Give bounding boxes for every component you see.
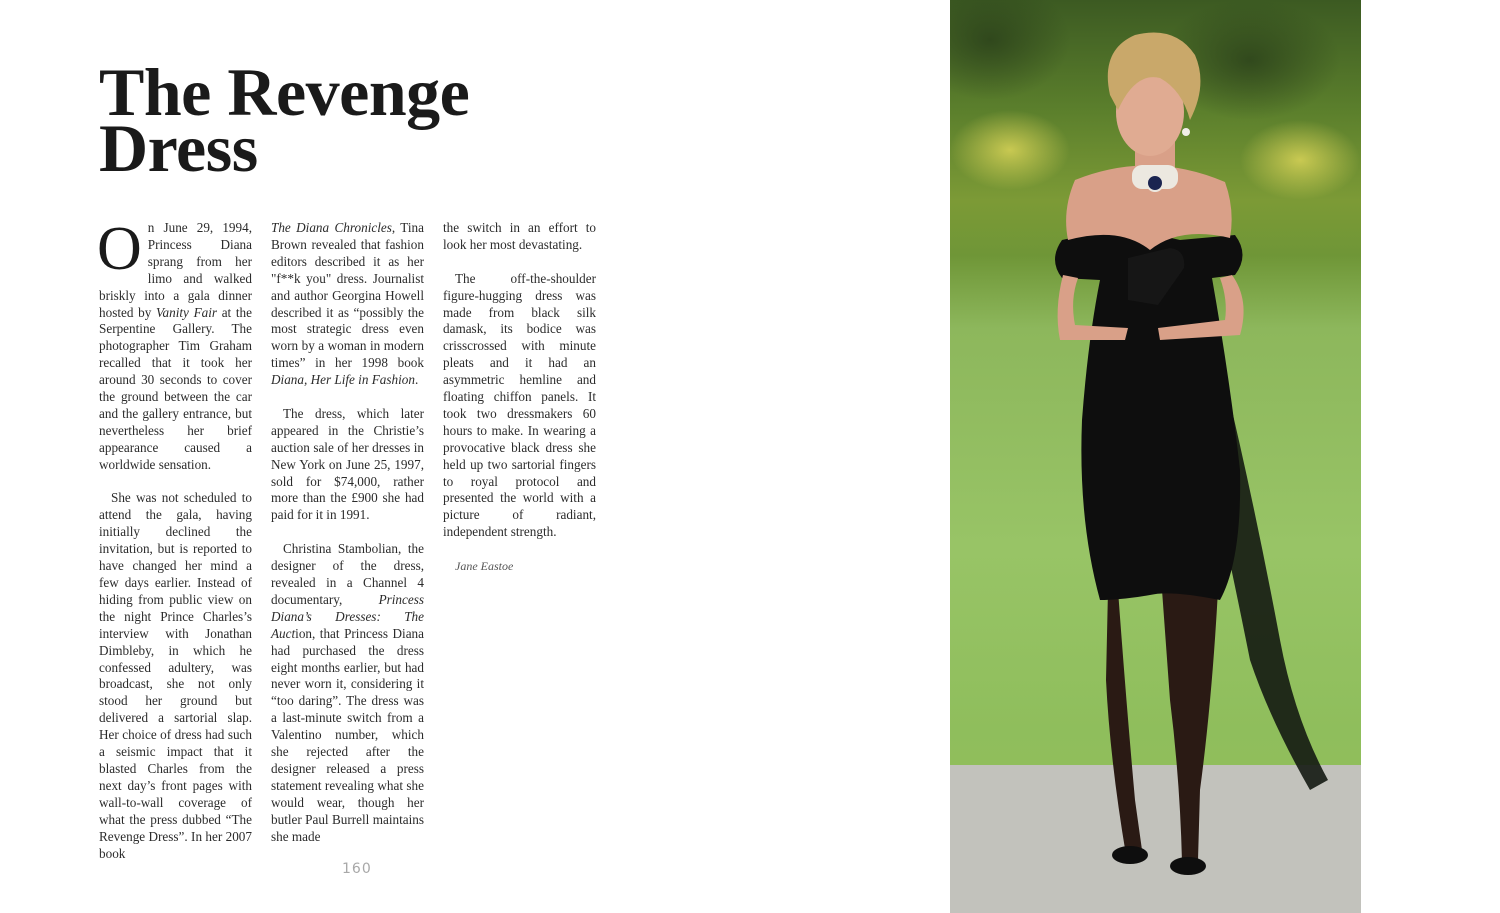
title-line-1: The Revenge [99,54,470,130]
paragraph: On June 29, 1994, Princess Diana sprang from her limo and walked briskly into a gala dinner hosted by Vanity Fair at the Serpentine Gallery. The photographer Tim Graham recalled that it took her around 30 seconds to cover the ground between the car and the gallery entrance, but nevertheless her brief appearance caused a worldwide sensation. [97,215,252,472]
article-title [99,54,470,186]
paragraph: The off-the-shoulder figure-hugging dress was made from black silk damask, its bodice was crisscrossed with minute pleats and it had an asymmetric hemline and floating chiffon panels. It took two dressmakers 60 hours to make. In wearing a provocative black dress she held up two sartorial fingers to royal protocol and presented the world with a picture of radiant, independent strength. [443,270,596,540]
title-line-2: Dress [99,110,258,186]
author-byline: Jane Eastoe [455,559,514,574]
text-column-3 [443,220,596,592]
photo-illustration [950,0,1361,913]
book-title: The Diana Chronicles [271,220,392,235]
article-photo [950,0,1361,913]
paragraph: The dress, which later appeared in the Christie’s auction sale of her dresses in New York on June 25, 1997, sold for $74,000, rather more than the £900 she had paid for it in 1991. [271,405,424,523]
book-title: Diana, Her Life in Fashion [271,372,415,388]
documentary-title: Princess Diana’s Dresses: The Auct [271,591,424,641]
paragraph: Christina Stambolian, the designer of the dress, revealed in a Channel 4 documentary, Princess Diana’s Dresses: The Auction, that Princess Diana had purchased the dress eight months earlier, but had never worn it, considering it “too daring”. The dress was a last-minute switch from a Valentino number, which she rejected after the designer released a press statement revealing what she would wear, though her butler Paul Burrell maintains she made [271,541,424,844]
text-column-2 [271,220,424,862]
publication-title: Vanity Fair [155,304,218,320]
paragraph: She was not scheduled to attend the gala, having initially declined the invitation, but is reported to have changed her mind a few days earlier. Instead of hiding from public view on the night Prince Charles’s interview with Jonathan Dimbleby, in which he confessed adultery, was broadcast, she not only stood her ground but delivered a sartorial slap. Her choice of dress had such a seismic impact that it blasted Charles from the next day’s front pages with wall-to-wall coverage of what the press dubbed “The Revenge Dress”. In her 2007 book [99,490,252,861]
page-number: 160 [342,861,372,877]
paragraph: The Diana Chronicles, Tina Brown revealed that fashion editors described it as her "f**k you" dress. Journalist and author Georgina Howell described it as “possibly the most strategic dress even worn by a woman in modern times” in her 1998 book Diana, Her Life in Fashion. [271,220,425,388]
paragraph: the switch in an effort to look her most devastating. [443,220,596,252]
text-column-1 [97,215,252,879]
drop-cap: O [97,215,142,283]
